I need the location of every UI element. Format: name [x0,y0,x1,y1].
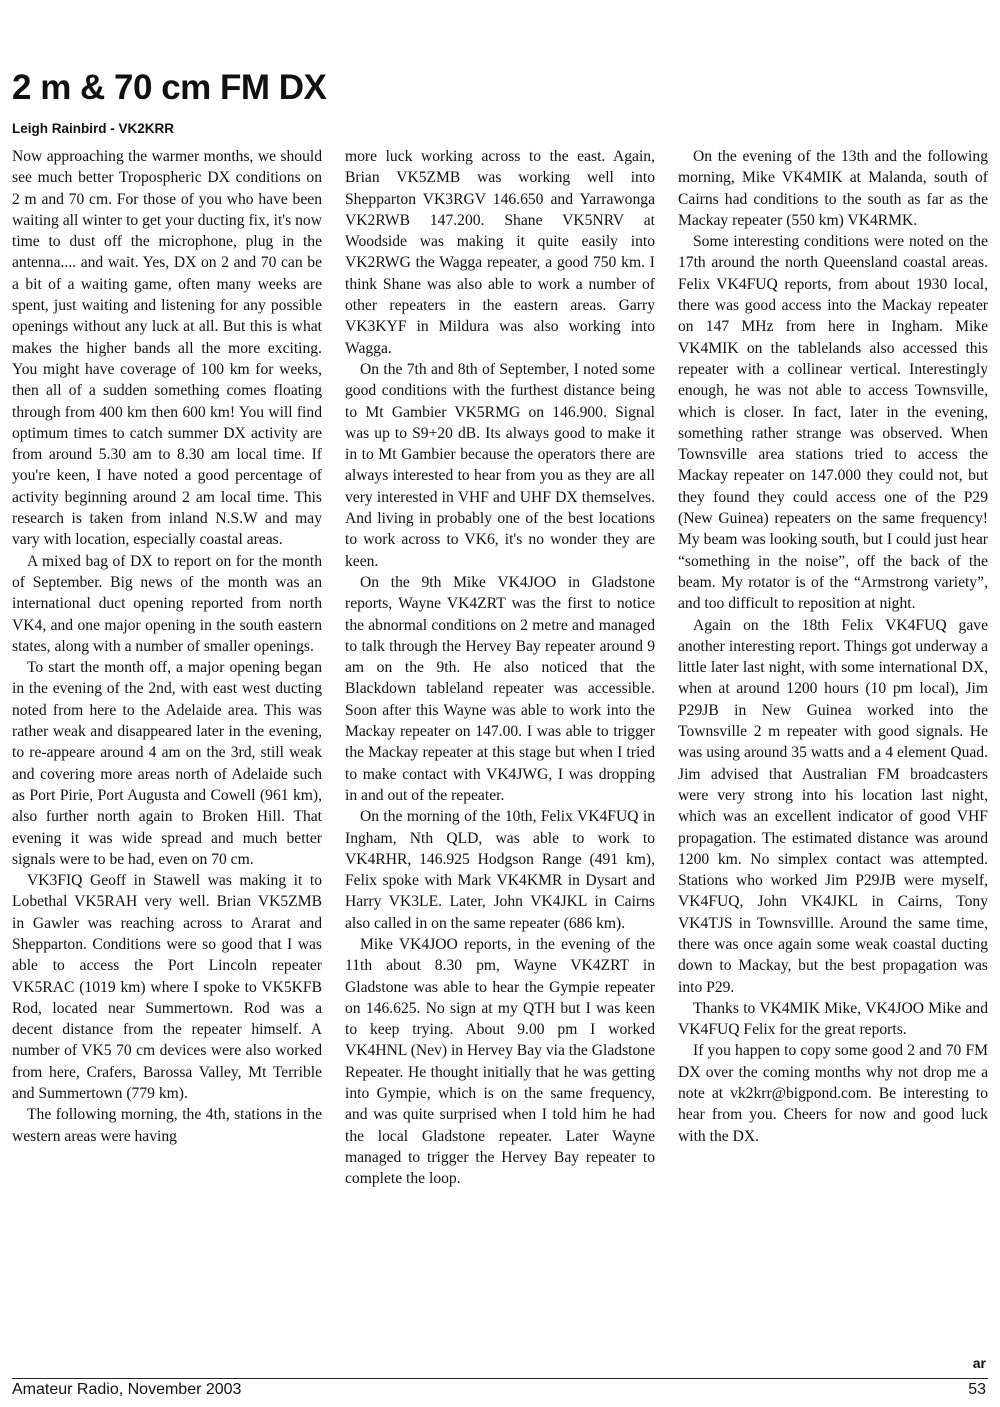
footer-publication: Amateur Radio, November 2003 [12,1381,242,1398]
column-2 [345,146,655,1361]
paragraph: A mixed bag of DX to report on for the month of September. Big news of the month was an international duct opening reported from north VK4, and one major opening in the south eastern states, along with a number of smaller openings. [12,552,322,655]
paragraph: Mike VK4JOO reports, in the evening of the 11th about 8.30 pm, Wayne VK4ZRT in Gladstone was able to hear the Gympie repeater on 146.625. No sign at my QTH but I was keen to keep trying. About 9.00 pm I worked VK4HNL (Nev) in Hervey Bay via the Gladstone Repeater. He thought initially that he was getting into Gympie, which is on the same frequency, and was quite surprised when I told him he had the local Gladstone repeater. Later Wayne managed to trigger the Hervey Bay repeater to complete the loop. [345,935,655,1188]
footer-divider [12,1378,988,1379]
article-byline: Leigh Rainbird - VK2KRR [12,121,175,136]
article-title: 2 m & 70 cm FM DX [12,68,327,107]
paragraph: Some interesting conditions were noted on the 17th around the north Queensland coastal areas. Felix VK4FUQ reports, from about 1930 local, there was good access into the Mackay repeater on 147 MHz from here in Ingham. Mike VK4MIK on the tablelands also accessed this repeater with a collinear vertical. Interestingly enough, he was not able to access Townsville, which is closer. In fact, later in the evening, something rather strange was observed. When Townsville area stations tried to access the Mackay repeater on 147.000 they could not, but they found they could access one of the P29 (New Guinea) repeaters on the same frequency! My beam was looking south, but I could just hear “something in the noise”, off the back of the beam. My rotator is of the “Armstrong variety”, and too difficult to reposition at night. [678,233,988,613]
paragraph: On the 7th and 8th of September, I noted some good conditions with the furthest distance being to Mt Gambier VK5RMG on 146.900. Signal was up to S9+20 dB. Its always good to make it in to Mt Gambier because the operators there are always interested to hear from you as they are all very interested in VHF and UHF DX themselves. And living in probably one of the best locations to work across to VK6, it's no wonder they are keen. [345,360,655,570]
article-body [12,146,988,1361]
paragraph: To start the month off, a major opening began in the evening of the 2nd, with east west ducting noted from here to the Adelaide area. This was rather weak and disappeared later in the evening, to re-appeare around 4 am on the 3rd, still weak and covering more areas north of Adelaide such as Port Pirie, Port Augusta and Cowell (961 km), also further north again to Broken Hill. That evening it was wide spread and much better signals were to be had, even on 70 cm. [12,659,322,868]
paragraph: VK3FIQ Geoff in Stawell was making it to Lobethal VK5RAH very well. Brian VK5ZMB in Gawler was reaching across to Ararat and Shepparton. Conditions were so good that I was able to access the Port Lincoln repeater VK5RAC (1019 km) where I spoke to VK5KFB Rod, located near Summertown. Rod was a decent distance from the repeater himself. A number of VK5 70 cm devices were also worked from here, Crafers, Barossa Valley, Mt Terrible and Summertown (779 km). [12,872,322,1103]
paragraph: On the morning of the 10th, Felix VK4FUQ in Ingham, Nth QLD, was able to work to VK4RHR, 146.925 Hodgson Range (491 km), Felix spoke with Mark VK4KMR in Dysart and Harry VK3LE. Later, John VK4JKL in Cairns also called in on the same repeater (686 km). [345,808,655,932]
paragraph: Thanks to VK4MIK Mike, VK4JOO Mike and VK4FUQ Felix for the great reports. [678,999,988,1039]
paragraph: On the evening of the 13th and the following morning, Mike VK4MIK at Malanda, south of Cairns had conditions to the south as far as the Mackay repeater (550 km) VK4RMK. [678,148,988,229]
paragraph: Now approaching the warmer months, we should see much better Tropospheric DX conditions on 2 m and 70 cm. For those of you who have been waiting all winter to get your ducting fix, it's now time to dust off the microphone, plug in the antenna.... and wait. Yes, DX on 2 and 70 can be a bit of a waiting game, often many weeks are spent, just waiting and listening for any possible openings without any luck at all. But this is what makes the higher bands all the more exciting. You might have coverage of 100 km for weeks, then all of a sudden something comes floating through from 400 km then 600 km! You will find optimum times to catch summer DX activity are from around 5.30 am to 8.30 am local time. If you're keen, I have noted a good percentage of activity beginning around 2 am local time. This research is taken from inland N.S.W and may vary with location, especially coastal areas. [12,148,322,549]
column-1 [12,146,322,1361]
paragraph: If you happen to copy some good 2 and 70 FM DX over the coming months why not drop me a note at vk2krr@bigpond.com. Be interesting to hear from you. Cheers for now and good luck with the DX. [678,1042,988,1145]
paragraph: On the 9th Mike VK4JOO in Gladstone reports, Wayne VK4ZRT was the first to notice the abnormal conditions on 2 metre and managed to talk through the Hervey Bay repeater around 9 am on the 9th. He also noticed that the Blackdown tableland repeater was accessible. Soon after this Wayne was able to work into the Mackay repeater on 147.00. I was able to trigger the Mackay repeater at this stage but when I tried to make contact with VK4JWG, I was dropping in and out of the repeater. [345,573,655,804]
column-3 [678,146,988,1361]
footer-page-number: 53 [968,1381,986,1398]
paragraph: Again on the 18th Felix VK4FUQ gave another interesting report. Things got underway a little later last night, with some international DX, when at around 1200 hours (10 pm local), Jim P29JB in New Guinea worked into the Townsville 2 m repeater with good signals. He was using around 35 watts and a 4 element Quad. Jim advised that Australian FM broadcasters were very strong into his location last night, which was an excellent indicator of good VHF propagation. The estimated distance was around 1200 km. No simplex contact was attempted. Stations who worked Jim P29JB were myself, VK4FUQ, John VK4JKL in Cairns, Tony VK4TJS in Townsvillle. Around the same time, there was once again some weak coastal ducting down to Mackay, but the best propagation was into P29. [678,616,988,996]
end-of-article-mark: ar [972,1355,986,1371]
paragraph: The following morning, the 4th, stations in the western areas were having [12,1106,322,1145]
paragraph: more luck working across to the east. Again, Brian VK5ZMB was working well into Shepparton VK3RGV 146.650 and Yarrawonga VK2RWB 147.200. Shane VK5NRV at Woodside was making it quite easily into VK2RWG the Wagga repeater, a good 750 km. I think Shane was also able to work a number of other repeaters in the eastern areas. Garry VK3KYF in Mildura was also working into Wagga. [345,148,655,357]
